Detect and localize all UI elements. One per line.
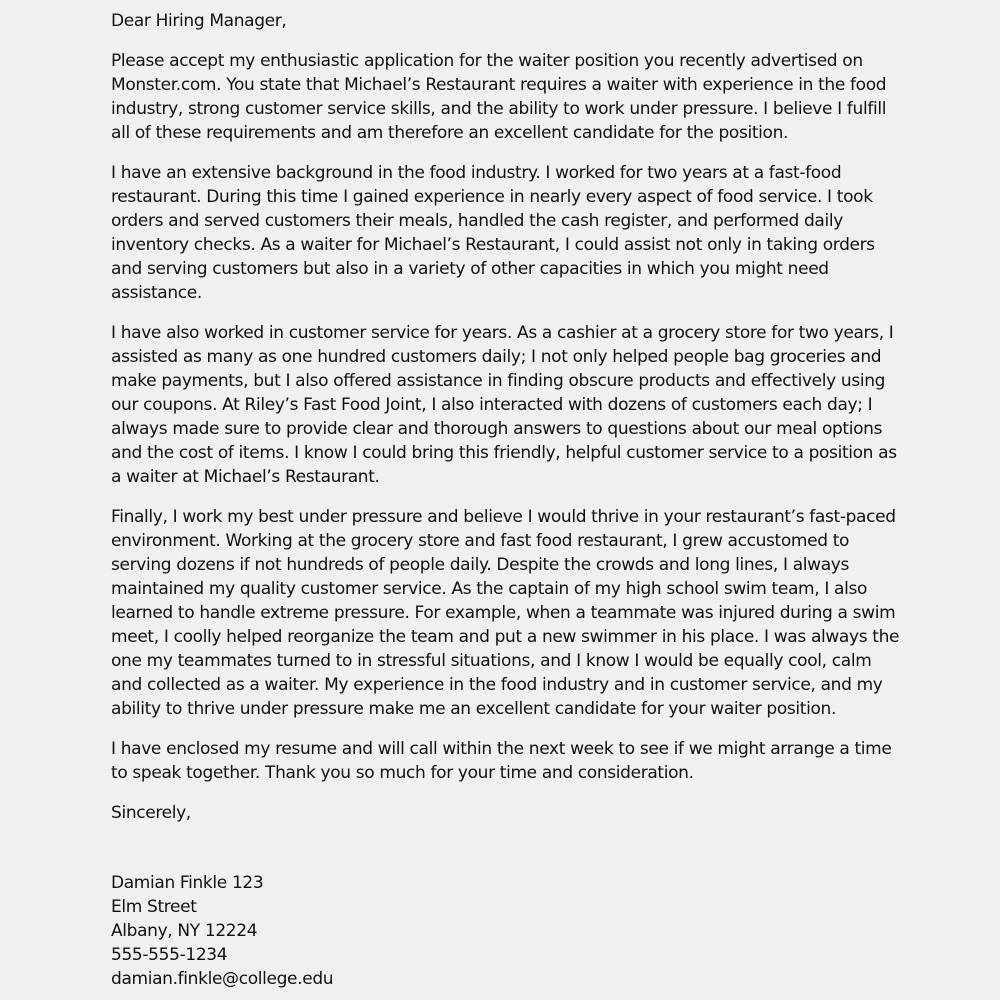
signature-city: Albany, NY 12224 [111, 921, 258, 941]
signature-email: damian.finkle@college.edu [111, 969, 334, 989]
signature-phone: 555-555-1234 [111, 945, 228, 965]
salutation: Dear Hiring Manager, [111, 11, 287, 31]
signature-street: Elm Street [111, 897, 197, 917]
paragraph-customer-service: I have also worked in customer service for years. As a cashier at a grocery store for two years, I assisted as many as one hundred customers daily; I not only helped people bag groceries and make payments, but I also offered assistance in finding obscure products and effectively using our coupons. At Riley’s Fast Food Joint, I also interacted with dozens of customers each day; I always made sure to provide clear and thorough answers to questions about our meal options and the cost of items. I know I could bring this friendly, helpful customer service to a position as a waiter at Michael’s Restaurant. [111, 323, 897, 487]
paragraph-intro: Please accept my enthusiastic application for the waiter position you recently advertised on Monster.com. You state that Michael’s Restaurant requires a waiter with experience in the food industry, strong customer service skills, and the ability to work under pressure. I believe I fulfill all of these requirements and am therefore an excellent candidate for the position. [111, 51, 887, 143]
signature-name: Damian Finkle 123 [111, 873, 264, 893]
cover-letter [111, 9, 901, 825]
paragraph-food-industry: I have an extensive background in the food industry. I worked for two years at a fast-food restaurant. During this time I gained experience in nearly every aspect of food service. I took orders and served customers their meals, handled the cash register, and performed daily inventory checks. As a waiter for Michael’s Restaurant, I could assist not only in taking orders and serving customers but also in a variety of other capacities in which you might need assistance. [111, 163, 875, 303]
closing: Sincerely, [111, 803, 191, 823]
paragraph-pressure: Finally, I work my best under pressure and believe I would thrive in your restaurant’s fast-paced environment. Working at the grocery store and fast food restaurant, I grew accustomed to serving dozens if not hundreds of people daily. Despite the crowds and long lines, I always maintained my quality customer service. As the captain of my high school swim team, I also learned to handle extreme pressure. For example, when a teammate was injured during a swim meet, I coolly helped reorganize the team and put a new swimmer in his place. I was always the one my teammates turned to in stressful situations, and I know I would be equally cool, calm and collected as a waiter. My experience in the food industry and in customer service, and my ability to thrive under pressure make me an excellent candidate for your waiter position. [111, 507, 900, 719]
signature-block [111, 871, 333, 991]
paragraph-conclusion: I have enclosed my resume and will call within the next week to see if we might arrange a time to speak together. Thank you so much for your time and consideration. [111, 739, 892, 783]
